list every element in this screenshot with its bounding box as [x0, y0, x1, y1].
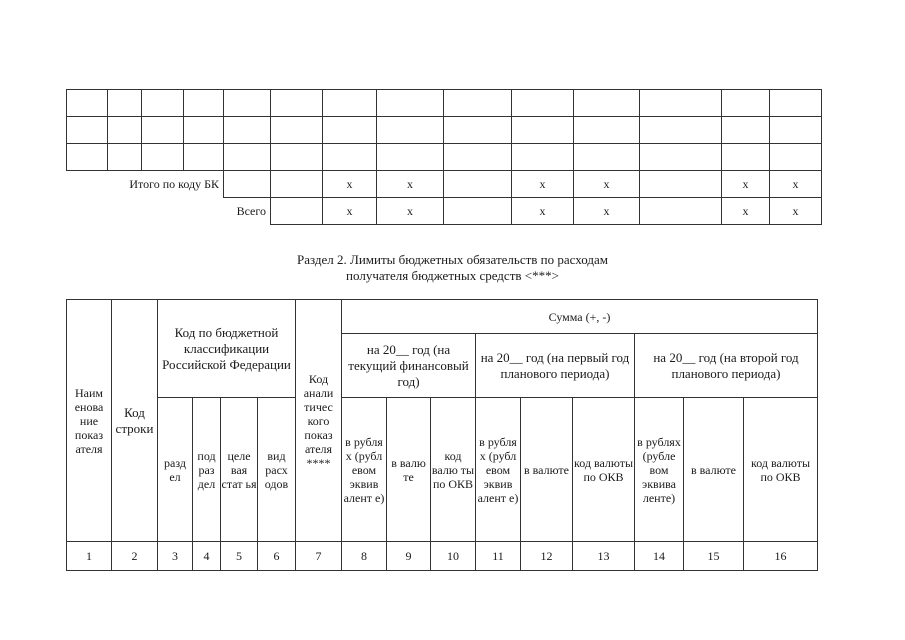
x-mark: x: [512, 198, 574, 225]
x-mark: x: [770, 198, 822, 225]
col-vid-header: вид расх одов: [258, 398, 296, 542]
okv-header: код валюты по ОКВ: [744, 398, 818, 542]
currency-header: в валюте: [521, 398, 573, 542]
itogo-label: Итого по коду БК: [129, 177, 219, 192]
section-title-line2: получателя бюджетных средств <***>: [346, 268, 559, 283]
column-number: 8: [342, 542, 387, 571]
x-mark: x: [770, 171, 822, 198]
col-razdel-header: разд ел: [158, 398, 193, 542]
x-mark: x: [722, 198, 770, 225]
column-number: 9: [387, 542, 431, 571]
itogo-row: [67, 171, 822, 198]
currency-header: в валю те: [387, 398, 431, 542]
column-number: 1: [67, 542, 112, 571]
vsego-row: [67, 198, 822, 225]
col-row-code-header: Код строки: [112, 300, 158, 542]
column-number: 10: [431, 542, 476, 571]
column-number-row: [67, 542, 818, 571]
rub-equiv-header: в рублях (рубле вом эквива ленте): [635, 398, 684, 542]
x-mark: x: [323, 171, 377, 198]
x-mark: x: [574, 171, 640, 198]
vsego-label: Всего: [236, 204, 266, 219]
column-number: 14: [635, 542, 684, 571]
header-row-1: [67, 300, 818, 334]
col-name-header: Наим енова ние показ ателя: [67, 300, 112, 542]
currency-header: в валюте: [684, 398, 744, 542]
col-analytic-header: Код анали тичес кого показ ателя ****: [296, 300, 342, 542]
column-number: 6: [258, 542, 296, 571]
x-mark: x: [512, 171, 574, 198]
table-row: [67, 90, 822, 117]
year-first-plan-header: на 20__ год (на первый год планового периода): [476, 334, 635, 398]
rub-equiv-header: в рубля х (рубл евом эквив алент е): [476, 398, 521, 542]
x-mark: x: [574, 198, 640, 225]
column-number: 16: [744, 542, 818, 571]
section-title-line1: Раздел 2. Лимиты бюджетных обязательств по расходам: [297, 252, 608, 267]
col-bk-header: Код по бюджетной классификации Российской Федерации: [158, 300, 296, 398]
column-number: 2: [112, 542, 158, 571]
table-row: [67, 117, 822, 144]
year-second-plan-header: на 20__ год (на второй год планового периода): [635, 334, 818, 398]
x-mark: x: [377, 198, 444, 225]
col-podrazdel-header: под раз дел: [193, 398, 221, 542]
column-number: 12: [521, 542, 573, 571]
x-mark: x: [722, 171, 770, 198]
col-target-header: целе вая стат ья: [221, 398, 258, 542]
column-number: 13: [573, 542, 635, 571]
rub-equiv-header: в рубля х (рубл евом эквив алент е): [342, 398, 387, 542]
limits-table: [66, 299, 818, 571]
x-mark: x: [323, 198, 377, 225]
table-row: [67, 144, 822, 171]
column-number: 4: [193, 542, 221, 571]
column-number: 3: [158, 542, 193, 571]
column-number: 7: [296, 542, 342, 571]
section-title: [0, 252, 905, 284]
x-mark: x: [377, 171, 444, 198]
sum-header: Сумма (+, -): [342, 300, 818, 334]
year-current-header: на 20__ год (на текущий финансовый год): [342, 334, 476, 398]
header-row-3: [67, 398, 818, 542]
column-number: 11: [476, 542, 521, 571]
column-number: 5: [221, 542, 258, 571]
okv-header: код валюты по ОКВ: [573, 398, 635, 542]
column-number: 15: [684, 542, 744, 571]
top-continuation-table: [66, 89, 822, 225]
okv-header: код валю ты по ОКВ: [431, 398, 476, 542]
